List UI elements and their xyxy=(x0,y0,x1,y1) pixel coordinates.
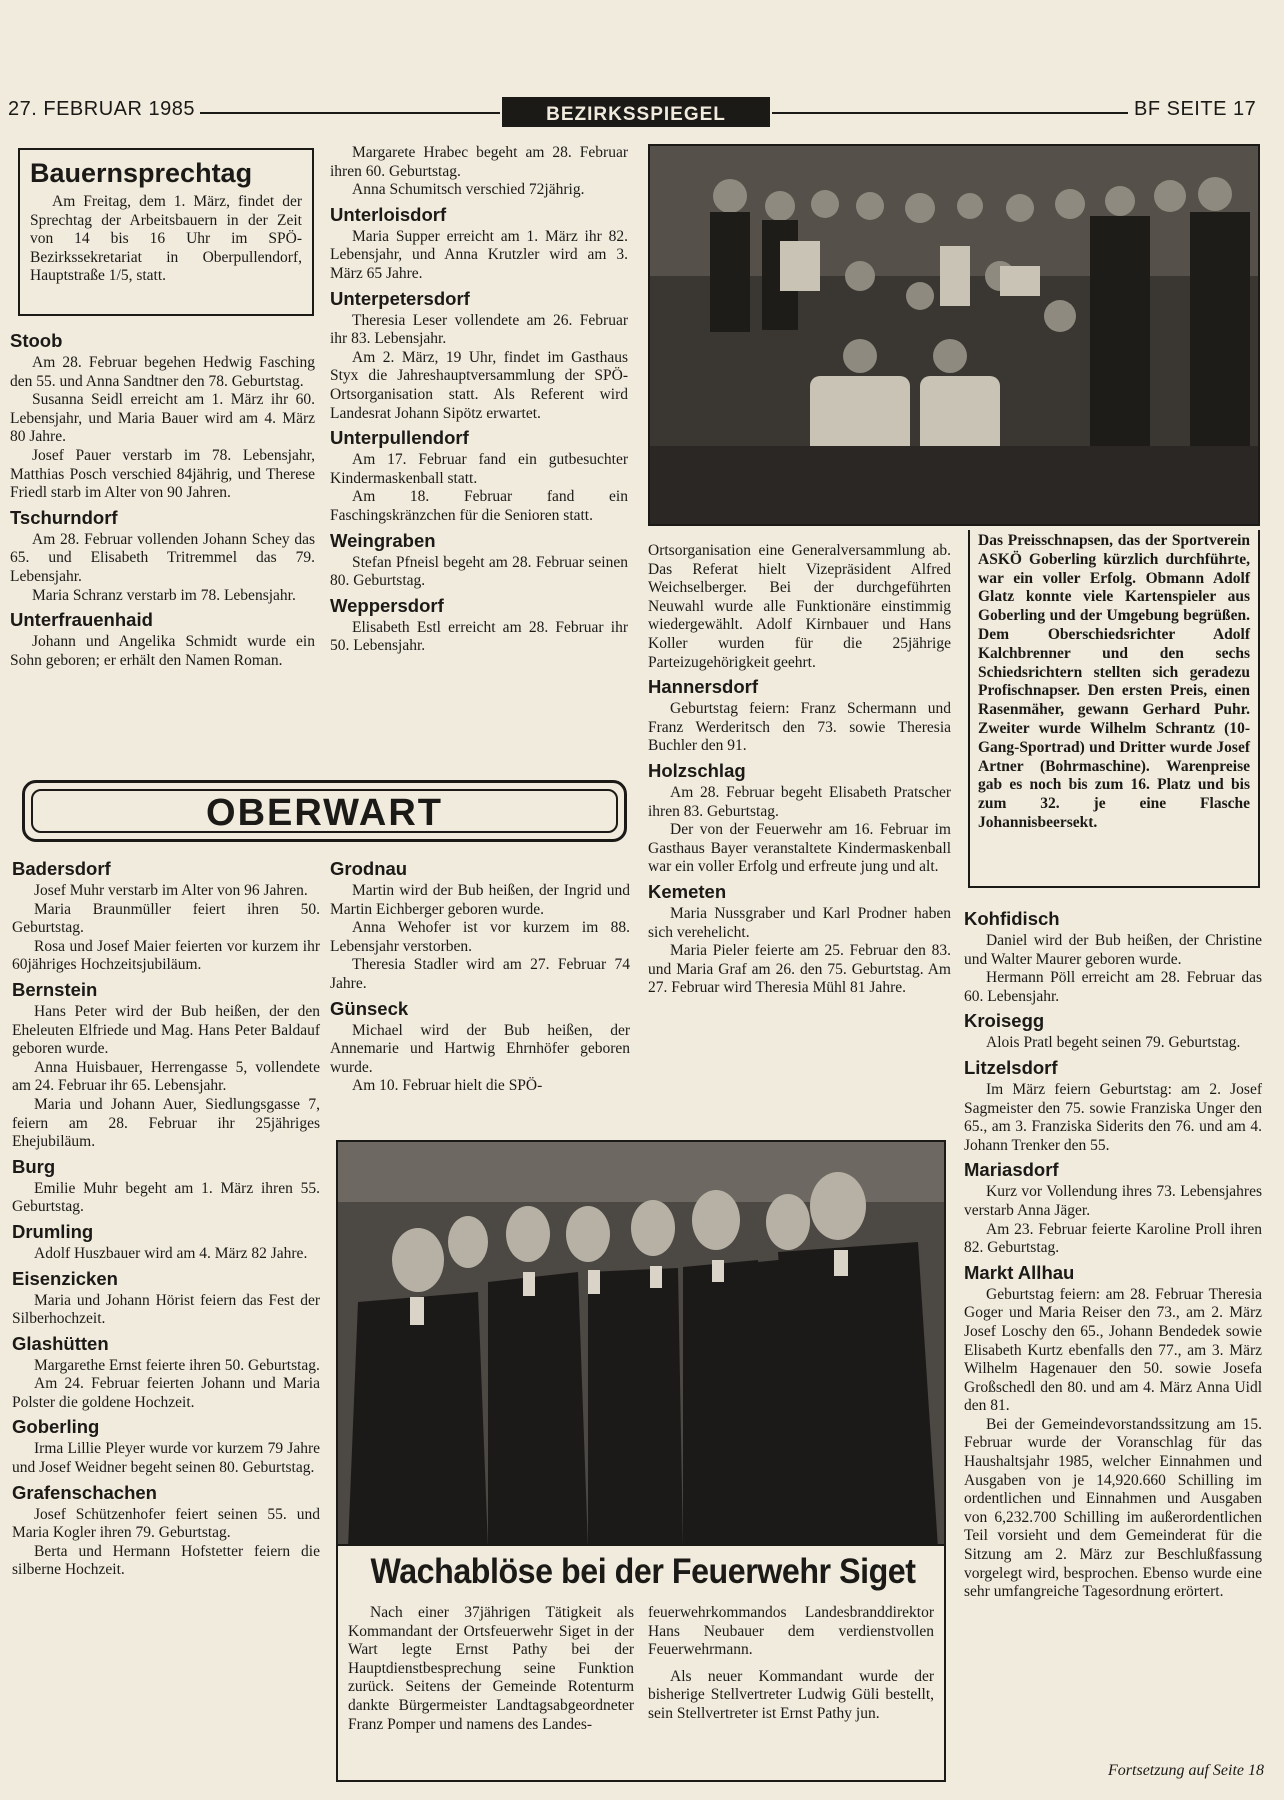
article-paragraph: Berta und Hermann Hofstetter feiern die silberne Hochzeit. xyxy=(12,1542,320,1579)
article-paragraph: Hans Peter wird der Bub heißen, der den Eheleuten Elfriede und Mag. Hans Peter Baldauf geboren wurde. xyxy=(12,1002,320,1058)
heading-kohfidisch: Kohfidisch xyxy=(964,908,1060,929)
article-paragraph: Ortsorganisation eine Generalversammlung ab. Das Referat hielt Vizepräsident Alfred Weichselberger. Bei der durchgeführten Neuwahl wurde alle Funktionäre einstimmig wiedergewählt. Adolf Kirnbauer und Hans Koller wurden für die 25jährige Parteizugehörigkeit geehrt. xyxy=(648,542,951,671)
heading-glashuetten: Glashütten xyxy=(12,1332,109,1354)
article-paragraph: Maria Nussgraber und Karl Prodner haben sich verehelicht. xyxy=(648,904,951,941)
heading-litzelsdorf: Litzelsdorf xyxy=(964,1056,1058,1078)
article-paragraph: Kurz vor Vollendung ihres 73. Lebensjahres verstarb Anna Jäger. xyxy=(964,1183,1262,1219)
article-paragraph: Maria Supper erreicht am 1. März ihr 82. Lebensjahr, und Anna Krutzler wird am 3. März 65 Jahre. xyxy=(330,227,628,282)
article-paragraph: Am 28. Februar begehen Hedwig Fasching den 55. und Anna Sandtner den 78. Geburtstag. xyxy=(10,354,315,390)
bauernsprechtag-text: Am Freitag, dem 1. März, findet der Sprechtag der Arbeitsbauern in der Zeit von 14 bis 16 Uhr im SPÖ-Bezirkssekretariat in Oberpullendorf, Hauptstraße 1/5, statt. xyxy=(30,193,302,285)
article-paragraph: Michael wird der Bub heißen, der Annemarie und Hartwig Ehrnhöfer geboren wurde. xyxy=(330,1021,630,1076)
heading-goberling: Goberling xyxy=(12,1416,100,1438)
page-number: BF SEITE 17 xyxy=(1134,98,1257,120)
group-photo-image xyxy=(650,146,1260,526)
article-paragraph: Rosa und Josef Maier feierten vor kurzem ihr 60jähriges Hochzeitsjubiläum. xyxy=(12,937,320,974)
heading-unterpullendorf: Unterpullendorf xyxy=(330,427,469,449)
article-paragraph: Adolf Huszbauer wird am 4. März 82 Jahre. xyxy=(34,1244,308,1262)
photo-caption xyxy=(968,530,1260,888)
article-paragraph: Susanna Seidl erreicht am 1. März ihr 60. Lebensjahr, und Maria Bauer wird am 4. März 80 Jahre. xyxy=(10,391,315,446)
article-paragraph: Stefan Pfneisl begeht am 28. Februar seinen 80. Geburtstag. xyxy=(330,553,628,590)
column-d-lower xyxy=(964,904,1262,1602)
heading-hannersdorf: Hannersdorf xyxy=(648,676,758,698)
heading-guenseck: Günseck xyxy=(330,997,409,1019)
heading-badersdorf: Badersdorf xyxy=(12,858,111,879)
heading-kroisegg: Kroisegg xyxy=(964,1010,1045,1032)
article-paragraph: Am 17. Februar fand ein gutbesuchter Kindermaskenball statt. xyxy=(330,451,628,487)
photo-firefighters xyxy=(336,1140,946,1546)
wachabloese-headline: Wachablöse bei der Feuerwehr Siget xyxy=(370,1552,916,1591)
article-paragraph: Theresia Stadler wird am 27. Februar 74 Jahre. xyxy=(330,956,630,992)
article-paragraph: feuerwehrkommandos Landesbranddirektor Hans Neubauer dem verdienstvollen Feuerwehrmann. xyxy=(648,1604,934,1659)
article-paragraph: Am 2. März, 19 Uhr, findet im Gasthaus Styx die Jahreshauptversammlung der SPÖ-Ortsorganisation statt. Als Referent wird Landesrat Johann Sipötz erwartet. xyxy=(330,348,628,422)
continuation-note: Fortsetzung auf Seite 18 xyxy=(1108,1762,1264,1779)
article-paragraph: Am 10. Februar hielt die SPÖ- xyxy=(352,1077,543,1095)
region-banner-title: OBERWART xyxy=(31,789,618,833)
article-paragraph: Daniel wird der Bub heißen, der Christine und Walter Maurer geboren wurde. xyxy=(964,932,1262,968)
heading-holzschlag: Holzschlag xyxy=(648,759,746,781)
article-paragraph: Anna Schumitsch verschied 72jährig. xyxy=(352,181,585,199)
article-paragraph: Hermann Pöll erreicht am 28. Februar das 60. Lebensjahr. xyxy=(964,969,1262,1005)
column-3-upper xyxy=(648,542,951,998)
article-paragraph: Emilie Muhr begeht am 1. März ihren 55. Geburtstag. xyxy=(12,1179,320,1216)
article-paragraph: Geburtstag feiern: am 28. Februar Theresia Goger und Maria Reiser den 73., am 2. März Josef Loschy den 65., Johann Bendedek sowie Elisabeth Kurtz ebenfalls den 77., am 3. März Wilhelm Hagenauer den 50. sowie Josefa Großschedl den 80. und am 4. März Anna Uidl den 81. xyxy=(964,1285,1262,1415)
article-paragraph: Margarethe Ernst feierte ihren 50. Geburtstag. xyxy=(34,1356,320,1374)
wachabloese-right-column xyxy=(648,1604,934,1724)
heading-weingraben: Weingraben xyxy=(330,529,436,551)
bauernsprechtag-title: Bauernsprechtag xyxy=(30,158,253,188)
article-paragraph: Irma Lillie Pleyer wurde vor kurzem 79 Jahre und Josef Weidner begeht seinen 80. Geburtstag. xyxy=(12,1440,320,1477)
header-rule-left xyxy=(200,112,500,114)
header-rule-right xyxy=(772,112,1128,114)
article-paragraph: Am 18. Februar fand ein Faschingskränzchen für die Senioren statt. xyxy=(330,488,628,524)
bauernsprechtag-box xyxy=(18,148,314,316)
heading-mariasdorf: Mariasdorf xyxy=(964,1159,1059,1181)
article-paragraph: Martin wird der Bub heißen, der Ingrid und Martin Eichberger geboren wurde. xyxy=(330,882,630,918)
article-paragraph: Maria und Johann Auer, Siedlungsgasse 7, feiern am 28. Februar ihr 25jähriges Ehejubiläum. xyxy=(12,1095,320,1151)
article-paragraph: Im März feiern Geburtstag: am 2. Josef Sagmeister den 75. sowie Franziska Unger den 65., am 3. Franziska Siderits den 76. und am 4. Johann Trenker den 55. xyxy=(964,1080,1262,1154)
article-paragraph: Maria Schranz verstarb im 78. Lebensjahr. xyxy=(32,586,296,604)
article-paragraph: Johann und Angelika Schmidt wurde ein Sohn geboren; er erhält den Namen Roman. xyxy=(10,633,315,669)
heading-tschurndorf: Tschurndorf xyxy=(10,506,118,528)
article-paragraph: Alois Pratl begeht seinen 79. Geburtstag. xyxy=(986,1034,1241,1052)
column-a-lower xyxy=(12,854,320,1580)
heading-stoob: Stoob xyxy=(10,330,63,351)
heading-unterfrauenhaid: Unterfrauenhaid xyxy=(10,609,153,631)
heading-unterloisdorf: Unterloisdorf xyxy=(330,203,447,225)
heading-drumling: Drumling xyxy=(12,1220,94,1242)
heading-burg: Burg xyxy=(12,1155,56,1177)
caption-text: Das Preisschnapsen, das der Sportverein ASKÖ Goberling kürzlich durchführte, war ein voller Erfolg. Obmann Adolf Glatz konnte viele Kartenspieler aus Goberling und der Umgebung begrüßen. Dem Oberschiedsrichter Adolf Kalchbrenner und den sechs Schiedsrichtern stellten sich geradezu Profischnapser. Den ersten Preis, einen Rasenmäher, gewann Gerhard Puhr. Zweiter wurde Wilhelm Schrantz (10-Gang-Sportrad) und Dritter wurde Josef Artner (Bohrmaschine). Warenpreise gab es noch bis zum 16. Platz und bis zum 32. je eine Flasche Johannisbeersekt. xyxy=(978,532,1250,831)
article-paragraph: Maria Pieler feierte am 25. Februar den 83. und Maria Graf am 26. den 75. Geburtstag. Am 27. Februar wird Theresia Mühl 81 Jahre. xyxy=(648,942,951,997)
section-title: BEZIRKSSPIEGEL xyxy=(502,97,770,127)
issue-date: 27. FEBRUAR 1985 xyxy=(8,98,195,120)
column-1-upper xyxy=(10,326,315,670)
column-2-upper xyxy=(330,144,628,656)
heading-bernstein: Bernstein xyxy=(12,978,98,1000)
article-paragraph: Anna Wehofer ist vor kurzem im 88. Lebensjahr verstorben. xyxy=(330,919,630,955)
firefighters-photo-image xyxy=(338,1142,946,1546)
heading-weppersdorf: Weppersdorf xyxy=(330,594,444,616)
article-paragraph: Josef Pauer verstarb im 78. Lebensjahr, Matthias Posch verschied 84jährig, und Therese Friedl starb im Alter von 90 Jahren. xyxy=(10,446,315,502)
region-banner xyxy=(22,780,627,842)
article-paragraph: Als neuer Kommandant wurde der bisherige Stellvertreter Ludwig Güli bestellt, sein Stellvertreter ist Ernst Pathy jun. xyxy=(648,1667,934,1722)
article-paragraph: Am 23. Februar feierte Karoline Proll ihren 82. Geburtstag. xyxy=(964,1220,1262,1257)
article-paragraph: Maria und Johann Hörist feiern das Fest der Silberhochzeit. xyxy=(12,1291,320,1328)
article-paragraph: Margarete Hrabec begeht am 28. Februar ihren 60. Geburtstag. xyxy=(330,144,628,180)
article-paragraph: Am 24. Februar feierten Johann und Maria Polster die goldene Hochzeit. xyxy=(12,1375,320,1411)
wachabloese-left-column xyxy=(348,1604,634,1734)
heading-markt-allhau: Markt Allhau xyxy=(964,1261,1075,1283)
article-paragraph: Am 28. Februar vollenden Johann Schey das 65. und Elisabeth Tritremmel das 79. Lebensjahr. xyxy=(10,530,315,585)
article-paragraph: Elisabeth Estl erreicht am 28. Februar ihr 50. Lebensjahr. xyxy=(330,618,628,655)
article-paragraph: Theresia Leser vollendete am 26. Februar ihr 83. Lebensjahr. xyxy=(330,311,628,348)
heading-unterpetersdorf: Unterpetersdorf xyxy=(330,287,470,309)
article-paragraph: Geburtstag feiern: Franz Schermann und Franz Werderitsch den 73. sowie Theresia Buchler den 91. xyxy=(648,700,951,755)
article-paragraph: Josef Schützenhofer feiert seinen 55. und Maria Kogler ihren 79. Geburtstag. xyxy=(12,1505,320,1542)
column-b-lower xyxy=(330,854,630,1096)
heading-grodnau: Grodnau xyxy=(330,858,408,879)
heading-eisenzicken: Eisenzicken xyxy=(12,1267,118,1289)
heading-grafenschachen: Grafenschachen xyxy=(12,1481,157,1503)
article-paragraph: Nach einer 37jährigen Tätigkeit als Kommandant der Ortsfeuerwehr Siget in der Wart legte Ernst Pathy bei der Hauptdienstbesprechung seine Funktion zurück. Seitens der Gemeinde Rotenturm dankte Bürgermeister Landtagsabgeordneter Franz Pomper und namens des Landes- xyxy=(348,1604,634,1733)
heading-kemeten: Kemeten xyxy=(648,880,727,902)
article-paragraph: Am 28. Februar begeht Elisabeth Pratscher ihren 83. Geburtstag. xyxy=(648,783,951,820)
article-paragraph: Bei der Gemeindevorstandssitzung am 15. Februar wurde der Voranschlag für das Haushaltsjahr 1985, welcher Einnahmen und Ausgaben von je 14,920.660 Schilling im ordentlichen und Einnahmen und Ausgaben von 6,232.700 Schilling im außerordentlichen Teil vorsieht und dem Gemeinderat für die Sitzung am 2. März zur Beschlußfassung vorgelegt wird, besprochen. Ebenso wurde eine sehr umfangreiche Tagesordnung erörtert. xyxy=(964,1415,1262,1601)
photo-card-players xyxy=(648,144,1260,526)
article-paragraph: Josef Muhr verstarb im Alter von 96 Jahren. xyxy=(34,882,308,899)
article-paragraph: Maria Braunmüller feiert ihren 50. Geburtstag. xyxy=(12,900,320,937)
article-paragraph: Anna Huisbauer, Herrengasse 5, vollendete am 24. Februar ihr 65. Lebensjahr. xyxy=(12,1058,320,1095)
article-paragraph: Der von der Feuerwehr am 16. Februar im Gasthaus Bayer veranstaltete Kindermaskenball war ein voller Erfolg und erfreute jung und alt. xyxy=(648,821,951,876)
